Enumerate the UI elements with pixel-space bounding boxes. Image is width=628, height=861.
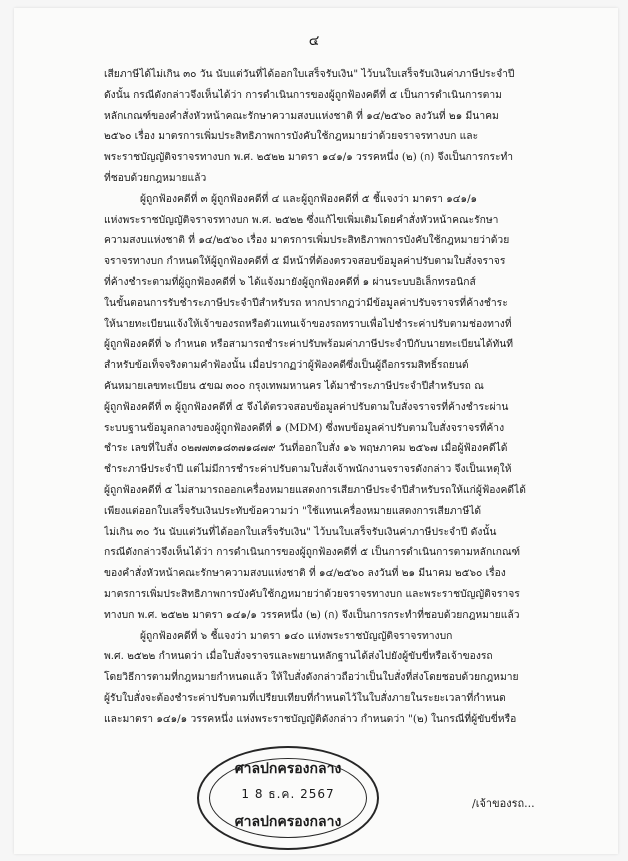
- text-line: โดยวิธีการตามที่กฎหมายกำหนดแล้ว ให้ใบสั่งดังกล่าวถือว่าเป็นใบสั่งที่ส่งโดยชอบด้วยกฎหมาย: [104, 671, 519, 684]
- text-line: ทางบก พ.ศ. ๒๕๒๒ มาตรา ๑๔๑/๑ วรรคหนึ่ง (๒) (ก) จึงเป็นการกระทำที่ชอบด้วยกฎหมายแล้ว: [104, 608, 520, 621]
- text-line: ที่ค้างชำระตามที่ผู้ถูกฟ้องคดีที่ ๖ ได้แจ้งมายังผู้ถูกฟ้องคดีที่ ๑ ผ่านระบบอิเล็กทรอนิกส์: [104, 275, 476, 288]
- text-line: ๒๕๖๐ เรื่อง มาตรการเพิ่มประสิทธิภาพการบังคับใช้กฎหมายว่าด้วยจราจรทางบก และ: [104, 130, 479, 143]
- text-line: กรณีดังกล่าวจึงเห็นได้ว่า การดำเนินการของผู้ถูกฟ้องคดีที่ ๕ เป็นการดำเนินการตามหลักเกณฑ์: [104, 546, 521, 559]
- text-line: ความสงบแห่งชาติ ที่ ๑๔/๒๕๖๐ เรื่อง มาตรการเพิ่มประสิทธิภาพการบังคับใช้กฎหมายว่าด้วย: [104, 234, 510, 247]
- text-line: ที่ชอบด้วยกฎหมายแล้ว: [104, 171, 207, 184]
- text-line: พระราชบัญญัติจราจรทางบก พ.ศ. ๒๕๒๒ มาตรา ๑๔๑/๑ วรรคหนึ่ง (๒) (ก) จึงเป็นการกระทำ: [104, 151, 514, 164]
- stamp-bottom-text: ศาลปกครองกลาง: [234, 814, 342, 830]
- text-line: ระบบฐานข้อมูลกลางของผู้ถูกฟ้องคดีที่ ๑ (MDM) ซึ่งพบข้อมูลค่าปรับตามใบสั่งจราจรที่ค้าง: [104, 421, 505, 434]
- text-line: ชำระภาษีประจำปี แต่ไม่มีการชำระค่าปรับตามใบสั่งเจ้าพนักงานจราจรดังกล่าว จึงเป็นเหตุให้: [104, 463, 512, 476]
- court-stamp: [197, 746, 379, 850]
- text-line: เพียงแต่ออกใบเสร็จรับเงินประทับข้อความว่า "ใช้แทนเครื่องหมายแสดงการเสียภาษีได้: [104, 504, 482, 517]
- text-line: เสียภาษีได้ไม่เกิน ๓๐ วัน นับแต่วันที่ได้ออกใบเสร็จรับเงิน" ไว้บนใบเสร็จรับเงินค่าภาษีประจำปี: [104, 68, 515, 80]
- stamp-date: 1 8 ธ.ค. 2567: [241, 787, 335, 801]
- text-line: ชำระ เลขที่ใบสั่ง ๐๒๗๗๓๑๘๓๗๑๘๗๙ วันที่ออกใบสั่ง ๑๖ พฤษภาคม ๒๕๖๗ เมื่อผู้ฟ้องคดีได้: [104, 442, 508, 455]
- text-line: ดังนั้น กรณีดังกล่าวจึงเห็นได้ว่า การดำเนินการของผู้ถูกฟ้องคดีที่ ๕ เป็นการดำเนินการตาม: [104, 88, 502, 101]
- text-line: ของคำสั่งหัวหน้าคณะรักษาความสงบแห่งชาติ ที่ ๑๔/๒๕๖๐ ลงวันที่ ๒๑ มีนาคม ๒๕๖๐ เรื่อง: [104, 567, 506, 580]
- stamp-top-text: ศาลปกครองกลาง: [234, 761, 342, 777]
- body-text: [104, 64, 556, 730]
- continuation-note: /เจ้าของรถ...: [472, 797, 535, 810]
- text-line: ในขั้นตอนการรับชำระภาษีประจำปีสำหรับรถ หากปรากฏว่ามีข้อมูลค่าปรับจราจรที่ค้างชำระ: [104, 296, 508, 309]
- text-line: ผู้ถูกฟ้องคดีที่ ๕ ไม่สามารถออกเครื่องหมายแสดงการเสียภาษีประจำปีสำหรับรถให้แก่ผู้ฟ้องคดีได้: [104, 483, 526, 496]
- text-line: มาตรการเพิ่มประสิทธิภาพการบังคับใช้กฎหมายว่าด้วยจราจรทางบก และพระราชบัญญัติจราจร: [104, 587, 520, 600]
- text-line: และมาตรา ๑๔๑/๑ วรรคหนึ่ง แห่งพระราชบัญญัติดังกล่าว กำหนดว่า "(๒) ในกรณีที่ผู้ขับขี่หรือ: [104, 712, 517, 725]
- text-line: หลักเกณฑ์ของคำสั่งหัวหน้าคณะรักษาความสงบแห่งชาติ ที่ ๑๔/๒๕๖๐ ลงวันที่ ๒๑ มีนาคม: [104, 109, 499, 122]
- text-line: แห่งพระราชบัญญัติจราจรทางบก พ.ศ. ๒๕๒๒ ซึ่งแก้ไขเพิ่มเติมโดยคำสั่งหัวหน้าคณะรักษา: [104, 213, 499, 226]
- text-line: สำหรับข้อเท็จจริงตามคำฟ้องนั้น เมื่อปรากฏว่าผู้ฟ้องคดีซึ่งเป็นผู้ถือกรรมสิทธิ์รถยนต์: [104, 359, 469, 372]
- paragraph-start-line: ผู้ถูกฟ้องคดีที่ ๖ ชี้แจงว่า มาตรา ๑๔๐ แห่งพระราชบัญญัติจราจรทางบก: [140, 629, 453, 642]
- text-line: ไม่เกิน ๓๐ วัน นับแต่วันที่ได้ออกใบเสร็จรับเงิน" ไว้บนใบเสร็จรับเงินค่าภาษีประจำปี ดังนั้น: [104, 525, 497, 538]
- text-line: ผู้ถูกฟ้องคดีที่ ๖ กำหนด หรือสามารถชำระค่าปรับพร้อมค่าภาษีประจำปีกับนายทะเบียนได้ทันที: [104, 338, 514, 351]
- page-number: ๔: [308, 33, 320, 49]
- text-line: ผู้รับใบสั่งจะต้องชำระค่าปรับตามที่เปรียบเทียบที่กำหนดไว้ในใบสั่งภายในระยะเวลาที่กำหนด: [104, 691, 506, 704]
- text-line: จราจรทางบก กำหนดให้ผู้ถูกฟ้องคดีที่ ๕ มีหน้าที่ต้องตรวจสอบข้อมูลค่าปรับตามใบสั่งจราจร: [104, 255, 506, 268]
- text-line: ให้นายทะเบียนแจ้งให้เจ้าของรถหรือตัวแทนเจ้าของรถทราบเพื่อไปชำระค่าปรับตามช่องทางที่: [104, 317, 512, 330]
- text-line: คันหมายเลขทะเบียน ๕ขฌ ๓๐๐ กรุงเทพมหานคร ได้มาชำระภาษีประจำปีสำหรับรถ ณ: [104, 379, 484, 392]
- text-line: พ.ศ. ๒๕๒๒ กำหนดว่า เมื่อใบสั่งจราจรและพยานหลักฐานได้ส่งไปยังผู้ขับขี่หรือเจ้าของรถ: [104, 650, 493, 663]
- paragraph-start-line: ผู้ถูกฟ้องคดีที่ ๓ ผู้ถูกฟ้องคดีที่ ๔ และผู้ถูกฟ้องคดีที่ ๕ ชี้แจงว่า มาตรา ๑๔๑/๑: [140, 192, 478, 205]
- text-line: ผู้ถูกฟ้องคดีที่ ๓ ผู้ถูกฟ้องคดีที่ ๕ จึงได้ตรวจสอบข้อมูลค่าปรับตามใบสั่งจราจรที่ค้างชำระผ่าน: [104, 400, 509, 413]
